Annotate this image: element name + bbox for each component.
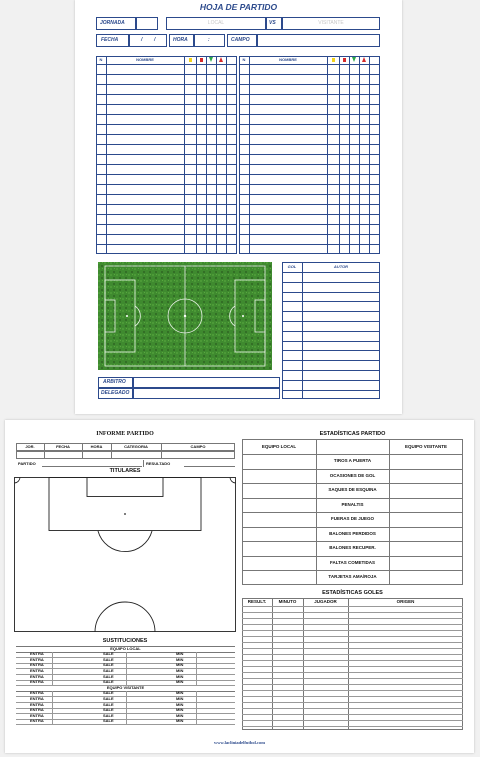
roster-name-header: NOMBRE bbox=[136, 57, 154, 62]
table-row[interactable] bbox=[97, 85, 236, 94]
table-row[interactable] bbox=[97, 135, 236, 144]
entra-label: ENTRA bbox=[30, 718, 44, 724]
visitor-stat-field[interactable] bbox=[390, 528, 462, 542]
match-info-table bbox=[16, 443, 235, 466]
roster-number-header: N bbox=[99, 57, 103, 62]
visitor-stat-field[interactable] bbox=[390, 513, 462, 527]
match-stats-table bbox=[242, 439, 463, 584]
partido-line bbox=[42, 466, 142, 467]
table-row[interactable] bbox=[97, 95, 236, 104]
jornada-value-field[interactable] bbox=[136, 17, 158, 30]
sale-label: SALE bbox=[103, 679, 114, 685]
table-row[interactable] bbox=[240, 235, 379, 244]
stat-label: TARJETAS AMA/ROJA bbox=[328, 574, 377, 579]
campo-field[interactable] bbox=[257, 34, 380, 47]
estadisticas-title: ESTADÍSTICAS PARTIDO bbox=[319, 431, 386, 437]
min-label: MIN bbox=[176, 712, 184, 718]
table-row[interactable] bbox=[240, 155, 379, 164]
partido-sep bbox=[143, 460, 144, 467]
entra-label: ENTRA bbox=[30, 712, 44, 718]
visitor-placeholder: VISITANTE bbox=[318, 20, 344, 26]
entra-label: ENTRA bbox=[30, 673, 44, 679]
sale-label: SALE bbox=[103, 712, 114, 718]
table-row[interactable] bbox=[240, 85, 379, 94]
table-row[interactable] bbox=[283, 391, 379, 400]
table-row[interactable] bbox=[283, 351, 379, 360]
substitution-in-icon bbox=[352, 57, 356, 62]
table-row[interactable] bbox=[240, 105, 379, 114]
table-row[interactable] bbox=[283, 322, 379, 331]
half-pitch-diagram bbox=[14, 477, 236, 632]
sale-label: SALE bbox=[103, 701, 114, 707]
table-row[interactable] bbox=[97, 65, 236, 74]
info-header-cell: CAMPO bbox=[190, 444, 206, 449]
football-pitch-image bbox=[98, 262, 272, 370]
titulares-label: TITULARES bbox=[109, 468, 141, 474]
equipo-local-header: EQUIPO LOCAL bbox=[261, 444, 297, 449]
substitution-in-icon bbox=[209, 57, 213, 62]
table-row[interactable] bbox=[240, 175, 379, 184]
table-row[interactable] bbox=[240, 125, 379, 134]
sale-label: SALE bbox=[103, 656, 114, 662]
entra-label: ENTRA bbox=[30, 662, 44, 668]
visitor-stat-field[interactable] bbox=[390, 542, 462, 556]
entra-label: ENTRA bbox=[30, 696, 44, 701]
stat-label: BALONES PERDIDOS bbox=[329, 530, 376, 536]
table-row[interactable] bbox=[240, 145, 379, 154]
table-row[interactable] bbox=[283, 273, 379, 282]
stat-label: TIROS A PUERTA bbox=[333, 458, 372, 463]
min-label: MIN bbox=[176, 651, 184, 657]
red-card-icon bbox=[343, 58, 346, 62]
match-sheet-page bbox=[75, 0, 402, 414]
goles-header-cell: RESULT. bbox=[247, 599, 267, 604]
fecha-label: FECHA bbox=[101, 37, 119, 43]
table-row[interactable] bbox=[240, 205, 379, 214]
local-stat-field[interactable] bbox=[243, 513, 316, 527]
sale-label: SALE bbox=[103, 662, 114, 668]
table-row[interactable] bbox=[283, 302, 379, 311]
roster-number-header: N bbox=[242, 57, 246, 62]
goles-row-line bbox=[242, 726, 463, 727]
visitor-stat-field[interactable] bbox=[390, 499, 462, 513]
table-row[interactable] bbox=[240, 95, 379, 104]
table-row[interactable] bbox=[283, 381, 379, 390]
min-label: MIN bbox=[176, 679, 184, 685]
local-stat-field[interactable] bbox=[243, 557, 316, 571]
local-stat-field[interactable] bbox=[243, 571, 316, 585]
table-row[interactable] bbox=[283, 371, 379, 380]
entra-label: ENTRA bbox=[30, 690, 44, 696]
table-row[interactable] bbox=[97, 195, 236, 204]
delegado-field[interactable] bbox=[133, 388, 280, 399]
table-row[interactable] bbox=[97, 145, 236, 154]
sheet-title: HOJA DE PARTIDO bbox=[199, 2, 278, 12]
stat-label: FALTAS COMETIDAS bbox=[329, 559, 376, 565]
fecha-field[interactable] bbox=[129, 34, 167, 47]
local-stat-field[interactable] bbox=[243, 528, 316, 542]
entra-label: ENTRA bbox=[30, 668, 44, 673]
info-value-row[interactable] bbox=[16, 451, 235, 459]
stat-label: PENALTIS bbox=[341, 501, 364, 507]
visitor-stat-field[interactable] bbox=[390, 484, 462, 498]
min-label: MIN bbox=[176, 696, 184, 701]
visitor-stat-field[interactable] bbox=[390, 571, 462, 585]
sale-label: SALE bbox=[103, 668, 114, 673]
table-row[interactable] bbox=[97, 155, 236, 164]
info-col-line bbox=[44, 451, 45, 459]
info-header-cell: JOR. bbox=[25, 444, 35, 449]
min-label: MIN bbox=[176, 662, 184, 668]
resultado-label: RESULTADO bbox=[146, 461, 171, 466]
min-label: MIN bbox=[176, 673, 184, 679]
table-row[interactable] bbox=[97, 105, 236, 114]
yellow-card-icon bbox=[332, 58, 335, 62]
goles-header-cell: ORIGEN bbox=[396, 599, 415, 604]
red-card-icon bbox=[200, 58, 203, 62]
min-label: MIN bbox=[176, 718, 184, 724]
visitor-stat-field[interactable] bbox=[390, 557, 462, 571]
table-row[interactable] bbox=[97, 205, 236, 214]
substitution-out-icon bbox=[219, 57, 223, 62]
sale-label: SALE bbox=[103, 651, 114, 657]
local-stat-field[interactable] bbox=[243, 455, 316, 469]
fecha-sep-2: / bbox=[154, 37, 156, 43]
sale-label: SALE bbox=[103, 696, 114, 701]
info-col-line bbox=[82, 451, 83, 459]
table-row[interactable] bbox=[97, 235, 236, 244]
info-header-cell: HORA bbox=[90, 444, 103, 449]
info-col-line bbox=[161, 451, 162, 459]
stat-label: SAQUES DE ESQUINA bbox=[328, 487, 377, 492]
substitution-out-icon bbox=[362, 57, 366, 62]
table-row[interactable] bbox=[97, 185, 236, 194]
arbitro-label: ARBITRO bbox=[103, 379, 126, 385]
campo-label: CAMPO bbox=[231, 37, 250, 43]
table-row[interactable] bbox=[240, 245, 379, 254]
table-row[interactable] bbox=[97, 125, 236, 134]
table-row[interactable] bbox=[97, 215, 236, 224]
roster-name-header: NOMBRE bbox=[279, 57, 297, 62]
entra-label: ENTRA bbox=[30, 707, 44, 713]
min-label: MIN bbox=[176, 668, 184, 673]
jornada-label: JORNADA bbox=[100, 20, 125, 26]
table-row[interactable] bbox=[240, 75, 379, 84]
local-roster-table bbox=[96, 56, 237, 254]
local-stat-field[interactable] bbox=[243, 542, 316, 556]
table-row[interactable] bbox=[240, 185, 379, 194]
sale-label: SALE bbox=[103, 690, 114, 696]
local-stat-field[interactable] bbox=[243, 470, 316, 484]
delegado-label: DELEGADO bbox=[101, 390, 130, 396]
informe-title: INFORME PARTIDO bbox=[96, 431, 154, 437]
goles-header-cell: JUGADOR bbox=[314, 599, 337, 604]
hora-sep: : bbox=[208, 37, 210, 43]
table-row[interactable] bbox=[283, 293, 379, 302]
table-row[interactable] bbox=[240, 65, 379, 74]
match-report-page bbox=[5, 420, 474, 753]
stat-label: OCASIONES DE GOL bbox=[329, 472, 376, 478]
arbitro-field[interactable] bbox=[133, 377, 280, 388]
equipo-local-subheader: EQUIPO LOCAL bbox=[110, 645, 141, 651]
table-row[interactable] bbox=[97, 75, 236, 84]
equipo-visitante-subheader: EQUIPO VISITANTE bbox=[106, 684, 145, 690]
table-row[interactable] bbox=[283, 332, 379, 341]
footer-url[interactable]: www.lacliniadelfutbol.com bbox=[213, 740, 265, 745]
entra-label: ENTRA bbox=[30, 656, 44, 662]
min-label: MIN bbox=[176, 701, 184, 707]
info-col-line bbox=[111, 451, 112, 459]
entra-label: ENTRA bbox=[30, 701, 44, 707]
goles-header-cell: MINUTO bbox=[278, 599, 297, 604]
local-stat-field[interactable] bbox=[243, 499, 316, 513]
table-row[interactable] bbox=[240, 115, 379, 124]
visitor-stat-field[interactable] bbox=[390, 470, 462, 484]
table-row[interactable] bbox=[240, 225, 379, 234]
equipo-visitante-header: EQUIPO VISITANTE bbox=[405, 444, 447, 449]
min-label: MIN bbox=[176, 690, 184, 696]
autor-header: AUTOR bbox=[333, 264, 349, 269]
resultado-line bbox=[184, 466, 235, 467]
table-row[interactable] bbox=[97, 165, 236, 174]
goals-table bbox=[282, 262, 380, 399]
sale-label: SALE bbox=[103, 673, 114, 679]
goals-stats-table bbox=[242, 598, 463, 730]
table-row[interactable] bbox=[283, 342, 379, 351]
goles-title: ESTADÍSTICAS GOLES bbox=[322, 590, 383, 596]
table-row[interactable] bbox=[240, 135, 379, 144]
min-label: MIN bbox=[176, 707, 184, 713]
table-row[interactable] bbox=[97, 225, 236, 234]
visitor-roster-table bbox=[239, 56, 380, 254]
sustituciones-label: SUSTITUCIONES bbox=[102, 638, 148, 644]
yellow-card-icon bbox=[189, 58, 192, 62]
local-stat-field[interactable] bbox=[243, 484, 316, 498]
substitutions-table bbox=[16, 646, 235, 737]
fecha-sep-1: / bbox=[141, 37, 143, 43]
subs-line bbox=[16, 724, 235, 725]
gol-header: GOL bbox=[287, 264, 297, 269]
table-row[interactable] bbox=[240, 165, 379, 174]
info-header-cell: CATEGORIA bbox=[124, 444, 148, 449]
table-row[interactable] bbox=[283, 283, 379, 292]
table-row[interactable] bbox=[283, 312, 379, 321]
table-row[interactable] bbox=[240, 215, 379, 224]
entra-label: ENTRA bbox=[30, 679, 44, 685]
table-row[interactable] bbox=[97, 245, 236, 254]
sale-label: SALE bbox=[103, 707, 114, 713]
table-row[interactable] bbox=[97, 175, 236, 184]
vs-label: VS bbox=[269, 20, 276, 26]
visitor-stat-field[interactable] bbox=[390, 455, 462, 469]
partido-label: PARTIDO bbox=[18, 461, 36, 466]
table-row[interactable] bbox=[240, 195, 379, 204]
table-row[interactable] bbox=[283, 361, 379, 370]
info-header-cell: FECHA bbox=[56, 444, 70, 449]
min-label: MIN bbox=[176, 656, 184, 662]
sale-label: SALE bbox=[103, 718, 114, 724]
table-row[interactable] bbox=[97, 115, 236, 124]
entra-label: ENTRA bbox=[30, 651, 44, 657]
stat-label: BALONES RECUPER. bbox=[329, 545, 376, 550]
local-placeholder: LOCAL bbox=[207, 20, 225, 26]
stat-label: FUERAS DE JUEGO bbox=[330, 516, 374, 521]
hora-label: HORA bbox=[173, 37, 188, 43]
